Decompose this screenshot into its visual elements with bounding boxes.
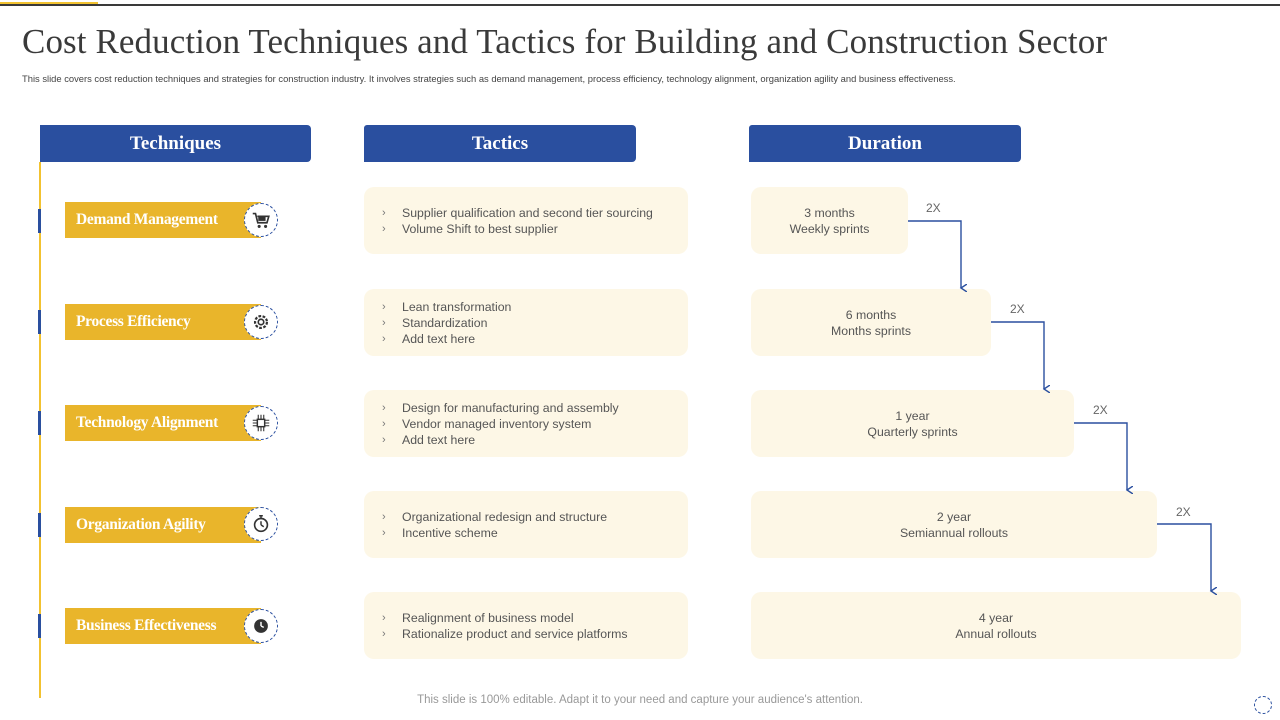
footer-note: This slide is 100% editable. Adapt it to your need and capture your audience's attention. — [417, 694, 863, 706]
list-item: › Add text here — [382, 432, 476, 447]
duration-card: 6 months Months sprints — [751, 289, 991, 356]
list-item: › Incentive scheme — [382, 525, 498, 540]
list-item: › Add text here — [382, 331, 476, 346]
timeline-marker — [38, 614, 41, 638]
list-item: › Lean transformation — [382, 299, 512, 314]
list-item: › Vendor managed inventory system — [382, 416, 592, 431]
connector-arrow — [1074, 423, 1127, 490]
duration-card: 3 months Weekly sprints — [751, 187, 908, 254]
list-item: › Rationalize product and service platforms — [382, 626, 628, 641]
multiplier-label: 2X — [1010, 302, 1025, 316]
list-item: › Standardization — [382, 315, 488, 330]
connector-arrow — [991, 322, 1044, 389]
duration-card: 4 year Annual rollouts — [751, 592, 1241, 659]
list-item: › Design for manufacturing and assembly — [382, 400, 619, 415]
list-item: › Volume Shift to best supplier — [382, 221, 558, 236]
technique-process-efficiency: Process Efficiency — [65, 304, 261, 340]
shopping-cart-icon — [244, 203, 278, 237]
loading-icon — [1254, 696, 1272, 714]
timeline-marker — [38, 209, 41, 233]
timeline-marker — [38, 411, 41, 435]
tactics-card — [364, 289, 688, 356]
top-rule — [0, 4, 1280, 6]
duration-card: 1 year Quarterly sprints — [751, 390, 1074, 457]
duration-card: 2 year Semiannual rollouts — [751, 491, 1157, 558]
list-item: › Realignment of business model — [382, 610, 574, 625]
multiplier-label: 2X — [1176, 505, 1191, 519]
slide-subtitle: This slide covers cost reduction techniques and strategies for construction industry. It involves strategies such as demand management, process efficiency, technology alignment, organization agility and business effectiveness. — [22, 73, 956, 84]
tactics-card — [364, 491, 688, 558]
tactics-card — [364, 187, 688, 254]
clock-icon — [244, 609, 278, 643]
tactics-card — [364, 390, 688, 457]
tactics-card — [364, 592, 688, 659]
technique-organization-agility: Organization Agility — [65, 507, 261, 543]
technique-business-effectiveness: Business Effectiveness — [65, 608, 261, 644]
gear-icon — [244, 305, 278, 339]
stopwatch-icon — [244, 507, 278, 541]
list-item: › Supplier qualification and second tier sourcing — [382, 205, 653, 220]
multiplier-label: 2X — [1093, 403, 1108, 417]
techniques-header: Techniques — [40, 125, 311, 162]
connector-arrow — [908, 221, 961, 288]
duration-header: Duration — [749, 125, 1021, 162]
timeline-marker — [38, 310, 41, 334]
timeline-marker — [38, 513, 41, 537]
list-item: › Organizational redesign and structure — [382, 509, 608, 524]
technique-demand-management: Demand Management — [65, 202, 261, 238]
multiplier-label: 2X — [926, 201, 941, 215]
slide-title: Cost Reduction Techniques and Tactics for Building and Construction Sector — [22, 22, 1108, 61]
connector-arrow — [1157, 524, 1211, 591]
circuit-icon — [244, 406, 278, 440]
technique-technology-alignment: Technology Alignment — [65, 405, 261, 441]
tactics-header: Tactics — [364, 125, 636, 162]
